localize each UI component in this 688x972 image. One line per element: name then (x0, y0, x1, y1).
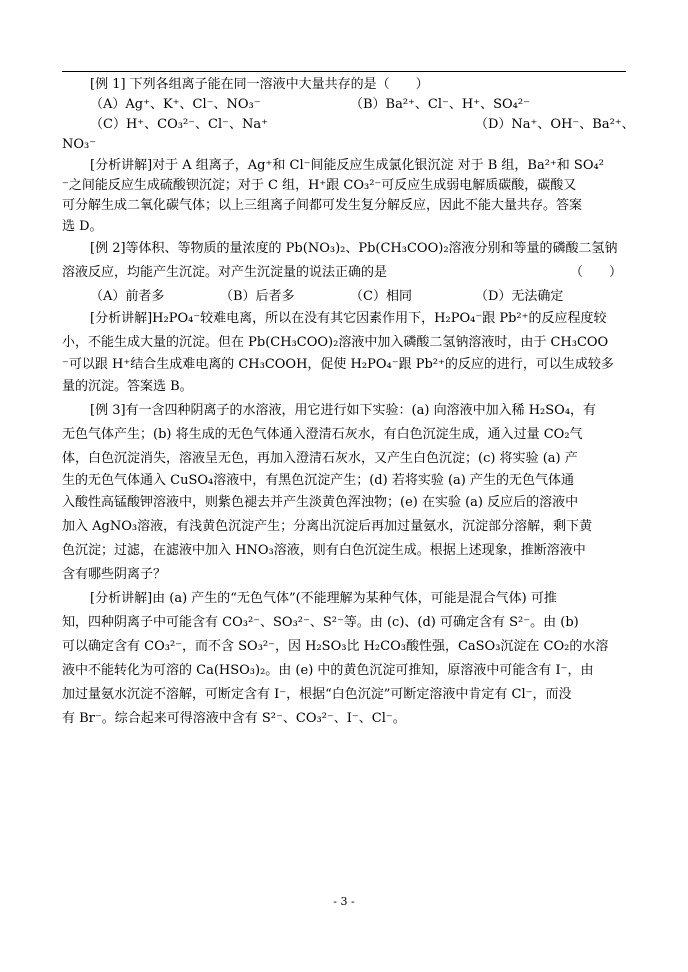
text-line: （D）Na⁺、OH⁻、Ba²⁺、 (475, 117, 635, 132)
text-line: ⁻可以跟 H⁺结合生成难电离的 CH₃COOH，促使 H₂PO₄⁻跟 Pb²⁺的反应的进行，可以生成较多 (62, 357, 614, 372)
text-line: [分析讲解]H₂PO₄⁻较难电离，所以在没有其它因素作用下，H₂PO₄⁻跟 Pb²⁺的反应程度较 (90, 311, 607, 326)
text-line: 生的无色气体通入 CuSO₄溶液中，有黑色沉淀产生；(d) 若将实验 (a) 产生的无色气体通 (62, 473, 574, 488)
text-line: [分析讲解]对于 A 组离子，Ag⁺和 Cl⁻间能反应生成氯化银沉淀 对于 B 组，Ba²⁺和 SO₄² (90, 158, 604, 173)
text-line: [例 3]有一含四种阴离子的水溶液，用它进行如下实验：(a) 向溶液中加入稀 H₂SO₄，有 (90, 403, 597, 418)
text-line: 含有哪些阴离子？ (62, 567, 167, 582)
text-line: 加过量氨水沉淀不溶解，可断定含有 I⁻，根据“白色沉淀”可断定溶液中肯定有 Cl⁻，而没 (62, 687, 572, 702)
text-line: 溶液反应，均能产生沉淀。对产生沉淀量的说法正确的是 (62, 265, 388, 280)
text-line: [例 2]等体积、等物质的量浓度的 Pb(NO₃)₂、Pb(CH₃COO)₂溶液分别和等量的磷酸二氢钠 (90, 241, 618, 256)
text-line: 知，四种阴离子中可能含有 CO₃²⁻、SO₃²⁻、S²⁻等。由 (c)、(d) 可确定含有 S²⁻。由 (b) (62, 615, 579, 630)
text-line: （C）相同 (350, 289, 412, 304)
text-line: 液中不能转化为可溶的 Ca(HSO₃)₂。由 (e) 中的黄色沉淀可推知，原溶液中可能含有 I⁻，由 (62, 663, 594, 678)
text-line: 入酸性高锰酸钾溶液中，则紫色褪去并产生淡黄色浑浊物；(e) 在实验 (a) 反应后的溶液中 (62, 495, 579, 510)
text-line: （A）前者多 (90, 289, 165, 304)
page-number: - 3 - (333, 895, 355, 908)
text-line: 色沉淀；过滤，在滤液中加入 HNO₃溶液，则有白色沉淀生成。根据上述现象，推断溶液中 (62, 543, 586, 558)
text-line: 量的沉淀。答案选 B。 (62, 379, 193, 394)
text-line: ⁻之间能反应生成硫酸钡沉淀；对于 C 组，H⁺跟 CO₃²⁻可反应生成弱电解质碳酸，碳酸又 (62, 178, 577, 193)
text-line: （B）后者多 (220, 289, 295, 304)
text-line: NO₃⁻ (62, 137, 97, 152)
text-line: 可分解生成二氧化碳气体；以上三组离子间都可发生复分解反应，因此不能大量共存。答案 (62, 198, 583, 213)
text-line: （B）Ba²⁺、Cl⁻、H⁺、SO₄²⁻ (350, 97, 530, 112)
text-line: 加入 AgNO₃溶液，有浅黄色沉淀产生；分离出沉淀后再加过量氨水，沉淀部分溶解，剩下黄 (62, 519, 593, 534)
text-line: 可以确定含有 CO₃²⁻，而不含 SO₃²⁻，因 H₂SO₃比 H₂CO₃酸性强，CaSO₃沉淀在 CO₂的水溶 (62, 639, 609, 654)
text-line: 无色气体产生；(b) 将生成的无色气体通入澄清石灰水，有白色沉淀生成，通入过量 CO₂气 (62, 427, 583, 442)
text-line: [分析讲解]由 (a) 产生的“无色气体”(不能理解为某种气体，可能是混合气体) 可推 (90, 591, 557, 606)
text-line: 选 D。 (62, 219, 103, 234)
text-line: 体，白色沉淀消失，溶液呈无色，再加入澄清石灰水，又产生白色沉淀；(c) 将实验 (a) 产 (62, 451, 578, 466)
text-line: （C）H⁺、CO₃²⁻、Cl⁻、Na⁺ (90, 117, 268, 132)
text-line: （ ） (570, 265, 623, 280)
text-line: 小，不能生成大量的沉淀。但在 Pb(CH₃COO)₂溶液中加入磷酸二氢钠溶液时，由于 CH₃COO (62, 335, 609, 350)
header-rule (62, 71, 626, 72)
text-line: [例 1] 下列各组离子能在同一溶液中大量共存的是（ ） (90, 77, 429, 92)
text-line: （D）无法确定 (475, 289, 564, 304)
text-line: 有 Br⁻。综合起来可得溶液中含有 S²⁻、CO₃²⁻、I⁻、Cl⁻。 (62, 711, 406, 726)
text-line: （A）Ag⁺、K⁺、Cl⁻、NO₃⁻ (90, 97, 261, 112)
